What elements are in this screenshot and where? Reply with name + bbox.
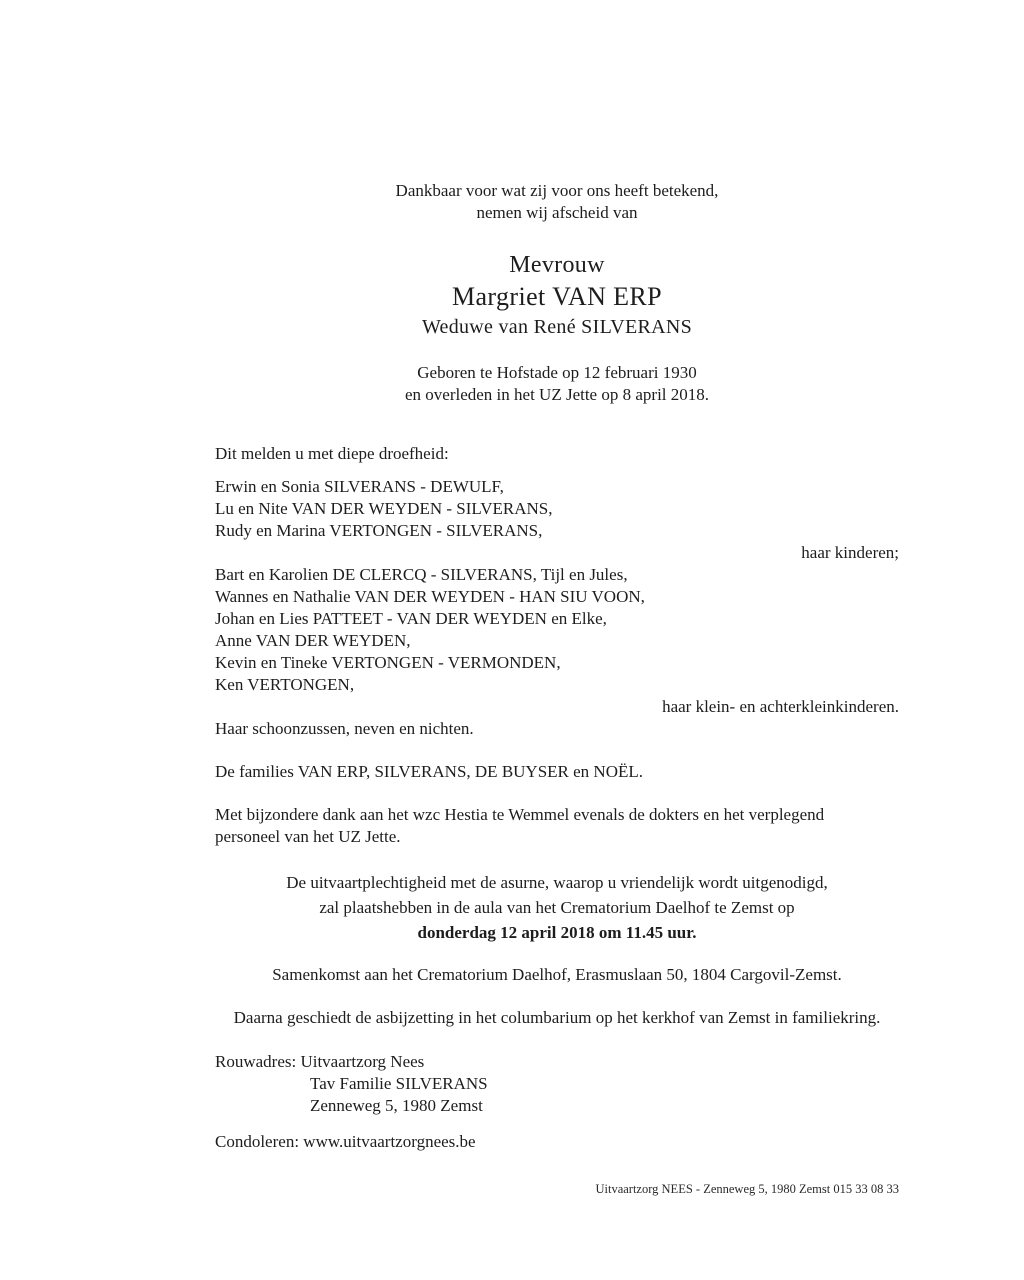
- ceremony-line-2: zal plaatshebben in de aula van het Crematorium Daelhof te Zemst op: [319, 898, 795, 917]
- families-line: De families VAN ERP, SILVERANS, DE BUYSER en NOËL.: [215, 762, 644, 781]
- children-name: Rudy en Marina VERTONGEN - SILVERANS,: [215, 521, 543, 540]
- ceremony-block: [215, 870, 899, 945]
- announcement-line: Dit melden u met diepe droefheid:: [215, 444, 449, 463]
- intro-line-1: Dankbaar voor wat zij voor ons heeft betekend,: [395, 181, 719, 200]
- ceremony-line-1: De uitvaartplechtigheid met de asurne, waarop u vriendelijk wordt uitgenodigd,: [286, 873, 828, 892]
- gathering-line: Samenkomst aan het Crematorium Daelhof, Erasmuslaan 50, 1804 Cargovil-Zemst.: [272, 965, 842, 984]
- deceased-block: [215, 250, 899, 340]
- deceased-name: Margriet VAN ERP: [451, 282, 663, 311]
- children-label: haar kinderen;: [801, 543, 899, 562]
- relatives-line: Haar schoonzussen, neven en nichten.: [215, 719, 474, 738]
- mourning-address-line-2: Tav Familie SILVERANS: [310, 1074, 488, 1093]
- thanks-line-2: personeel van het UZ Jette.: [215, 827, 401, 846]
- grandchildren-label: haar klein- en achterkleinkinderen.: [662, 697, 899, 716]
- grandchildren-name: Kevin en Tineke VERTONGEN - VERMONDEN,: [215, 653, 561, 672]
- children-name: Erwin en Sonia SILVERANS - DEWULF,: [215, 477, 504, 496]
- grandchildren-name: Johan en Lies PATTEET - VAN DER WEYDEN en Elke,: [215, 609, 607, 628]
- obituary-content: [215, 0, 899, 1197]
- birth-line: Geboren te Hofstade op 12 februari 1930: [417, 363, 697, 382]
- funeral-home-footer: Uitvaartzorg NEES - Zenneweg 5, 1980 Zemst 015 33 08 33: [595, 1182, 899, 1196]
- grandchildren-name: Anne VAN DER WEYDEN,: [215, 631, 411, 650]
- deceased-title: Mevrouw: [509, 252, 605, 278]
- grandchildren-name: Wannes en Nathalie VAN DER WEYDEN - HAN SIU VOON,: [215, 587, 645, 606]
- mourning-address-line-3: Zenneweg 5, 1980 Zemst: [310, 1096, 483, 1115]
- intro-block: [215, 180, 899, 224]
- grandchildren-name: Ken VERTONGEN,: [215, 675, 355, 694]
- deceased-widow-line: Weduwe van René SILVERANS: [421, 316, 693, 338]
- grandchildren-name: Bart en Karolien DE CLERCQ - SILVERANS, Tijl en Jules,: [215, 565, 628, 584]
- mourning-address-label: Rouwadres: Uitvaartzorg Nees: [215, 1052, 425, 1071]
- thanks-block: [215, 804, 899, 848]
- children-names-block: [215, 476, 899, 542]
- interment-line: Daarna geschiedt de asbijzetting in het columbarium op het kerkhof van Zemst in familiekring.: [233, 1008, 881, 1027]
- thanks-line-1: Met bijzondere dank aan het wzc Hestia te Wemmel evenals de dokters en het verplegend: [215, 805, 825, 824]
- mourning-address-block: [215, 1051, 899, 1117]
- children-name: Lu en Nite VAN DER WEYDEN - SILVERANS,: [215, 499, 553, 518]
- condolences-line: Condoleren: www.uitvaartzorgnees.be: [215, 1132, 476, 1151]
- ceremony-datetime: donderdag 12 april 2018 om 11.45 uur.: [417, 923, 697, 942]
- grandchildren-names-block: [215, 564, 899, 696]
- birth-death-block: [215, 362, 899, 406]
- death-line: en overleden in het UZ Jette op 8 april 2018.: [404, 385, 710, 404]
- intro-line-2: nemen wij afscheid van: [476, 203, 638, 222]
